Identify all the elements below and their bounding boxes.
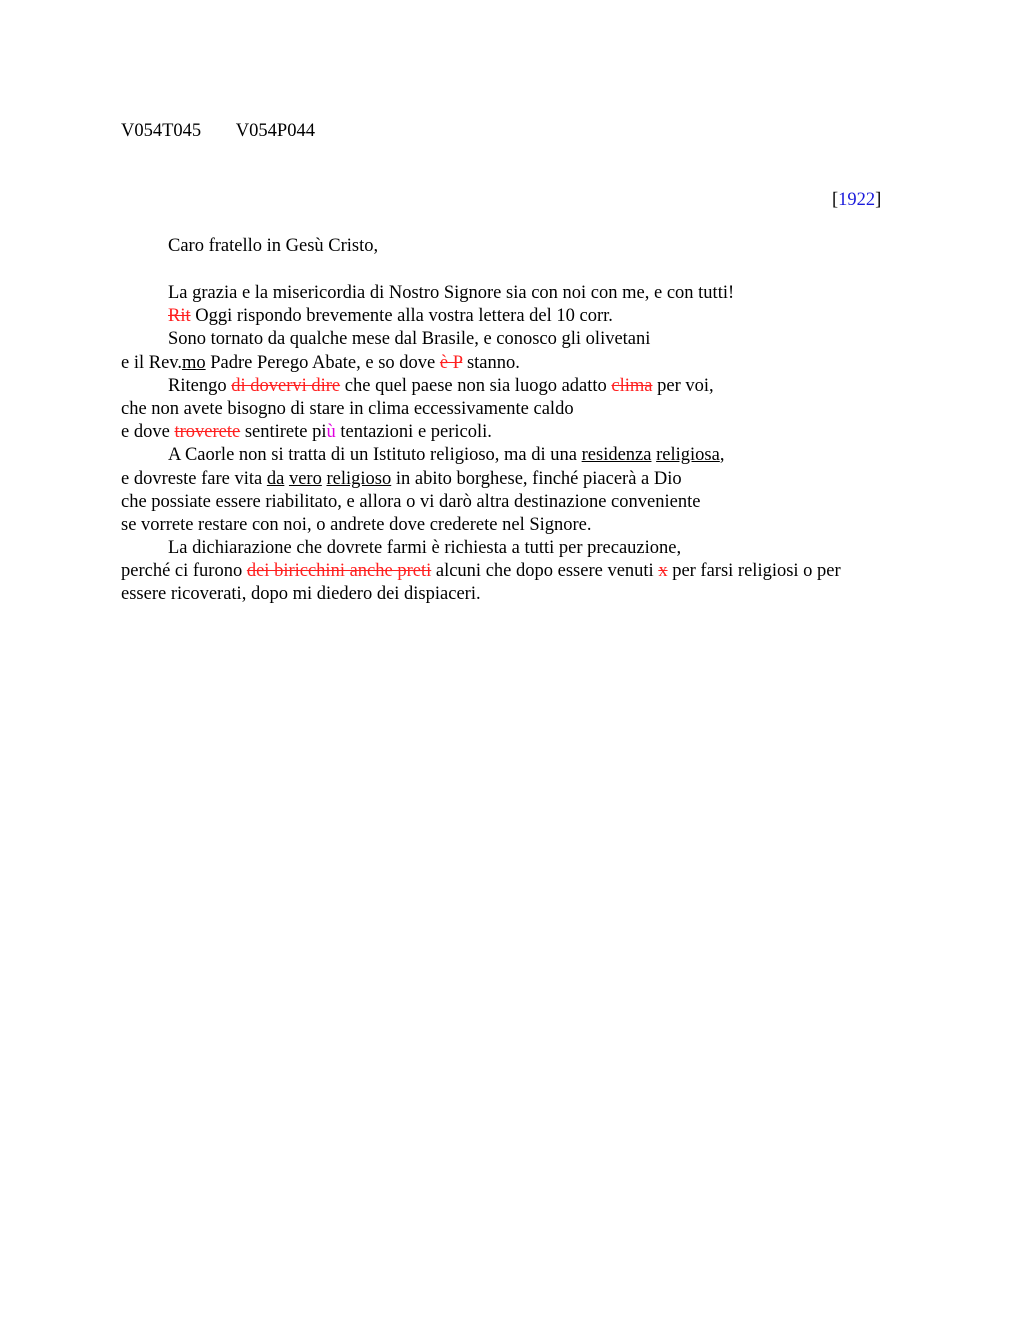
deleted-text: è P <box>439 352 463 373</box>
document-id-left: V054T045 <box>121 121 202 141</box>
text-segment: se vorrete restare con noi, o andrete dove crederete nel Signore. <box>121 514 592 535</box>
text-segment: che non avete bisogno di stare in clima eccessivamente caldo <box>121 398 574 419</box>
body-line <box>121 375 921 398</box>
deleted-text: di dovervi dire <box>231 375 341 396</box>
underlined-text: vero <box>288 468 322 489</box>
date-bracket-close: ] <box>875 190 882 210</box>
underlined-text: mo <box>181 352 206 373</box>
body-line <box>121 537 921 560</box>
text-segment: alcuni che dopo essere venuti <box>431 561 659 582</box>
underlined-text: religioso <box>326 468 392 489</box>
text-segment: e dove <box>121 422 175 443</box>
body-line <box>121 352 921 375</box>
date-year-link[interactable]: 1922 <box>838 190 876 210</box>
body-line <box>121 305 921 328</box>
body-line <box>121 491 921 514</box>
body-line <box>121 468 921 491</box>
letter-date <box>832 190 881 211</box>
deleted-text: troverete <box>174 422 241 443</box>
deleted-text: x <box>658 561 668 582</box>
text-segment: e il Rev. <box>121 352 182 373</box>
underlined-text: da <box>266 468 285 489</box>
text-segment: La dichiarazione che dovrete farmi è richiesta a tutti per precauzione, <box>168 538 682 559</box>
underlined-text: residenza <box>581 445 652 466</box>
date-bracket-open: [ <box>832 190 839 210</box>
text-segment: che quel paese non sia luogo adatto <box>340 375 612 396</box>
body-line <box>121 398 921 421</box>
text-segment: e dovreste fare vita <box>121 468 267 489</box>
body-line <box>121 421 921 444</box>
deleted-text: Rit <box>168 306 191 327</box>
body-line <box>121 560 921 583</box>
text-segment: A Caorle non si tratta di un Istituto religioso, ma di una <box>168 445 582 466</box>
text-segment: sentirete pi <box>240 422 327 443</box>
text-segment: Sono tornato da qualche mese dal Brasile, e conosco gli olivetani <box>168 329 651 350</box>
text-segment: La grazia e la misericordia di Nostro Signore sia con noi con me, e con tutti! <box>168 283 735 303</box>
body-line <box>121 583 921 606</box>
text-segment: Padre Perego Abate, e so dove <box>205 352 440 373</box>
body-line <box>121 514 921 537</box>
inserted-text: ù <box>326 422 336 443</box>
text-segment: per farsi religiosi o per <box>667 561 841 582</box>
text-segment: in abito borghese, finché piacerà a Dio <box>391 468 682 489</box>
document-id-right: V054P044 <box>235 121 315 141</box>
text-segment: Ritengo <box>168 375 232 396</box>
text-segment: stanno. <box>462 352 520 373</box>
deleted-text: dei biricchini anche preti <box>246 561 432 582</box>
text-segment: , <box>719 445 725 466</box>
text-segment: perché ci furono <box>121 561 247 582</box>
letter-body <box>121 282 921 607</box>
text-segment: Oggi rispondo brevemente alla vostra lettera del 10 corr. <box>190 306 613 327</box>
text-segment: tentazioni e pericoli. <box>335 422 492 443</box>
body-line <box>121 444 921 467</box>
body-line <box>121 328 921 351</box>
underlined-text: religiosa <box>656 445 720 466</box>
text-segment: per voi, <box>652 375 714 396</box>
deleted-text: clima <box>611 375 653 396</box>
body-line <box>121 282 921 305</box>
text-segment: essere ricoverati, dopo mi diedero dei dispiaceri. <box>121 584 481 605</box>
text-segment: che possiate essere riabilitato, e allora o vi darò altra destinazione conveniente <box>121 491 701 512</box>
salutation: Caro fratello in Gesù Cristo, <box>168 236 379 256</box>
document-id-header <box>121 121 315 142</box>
